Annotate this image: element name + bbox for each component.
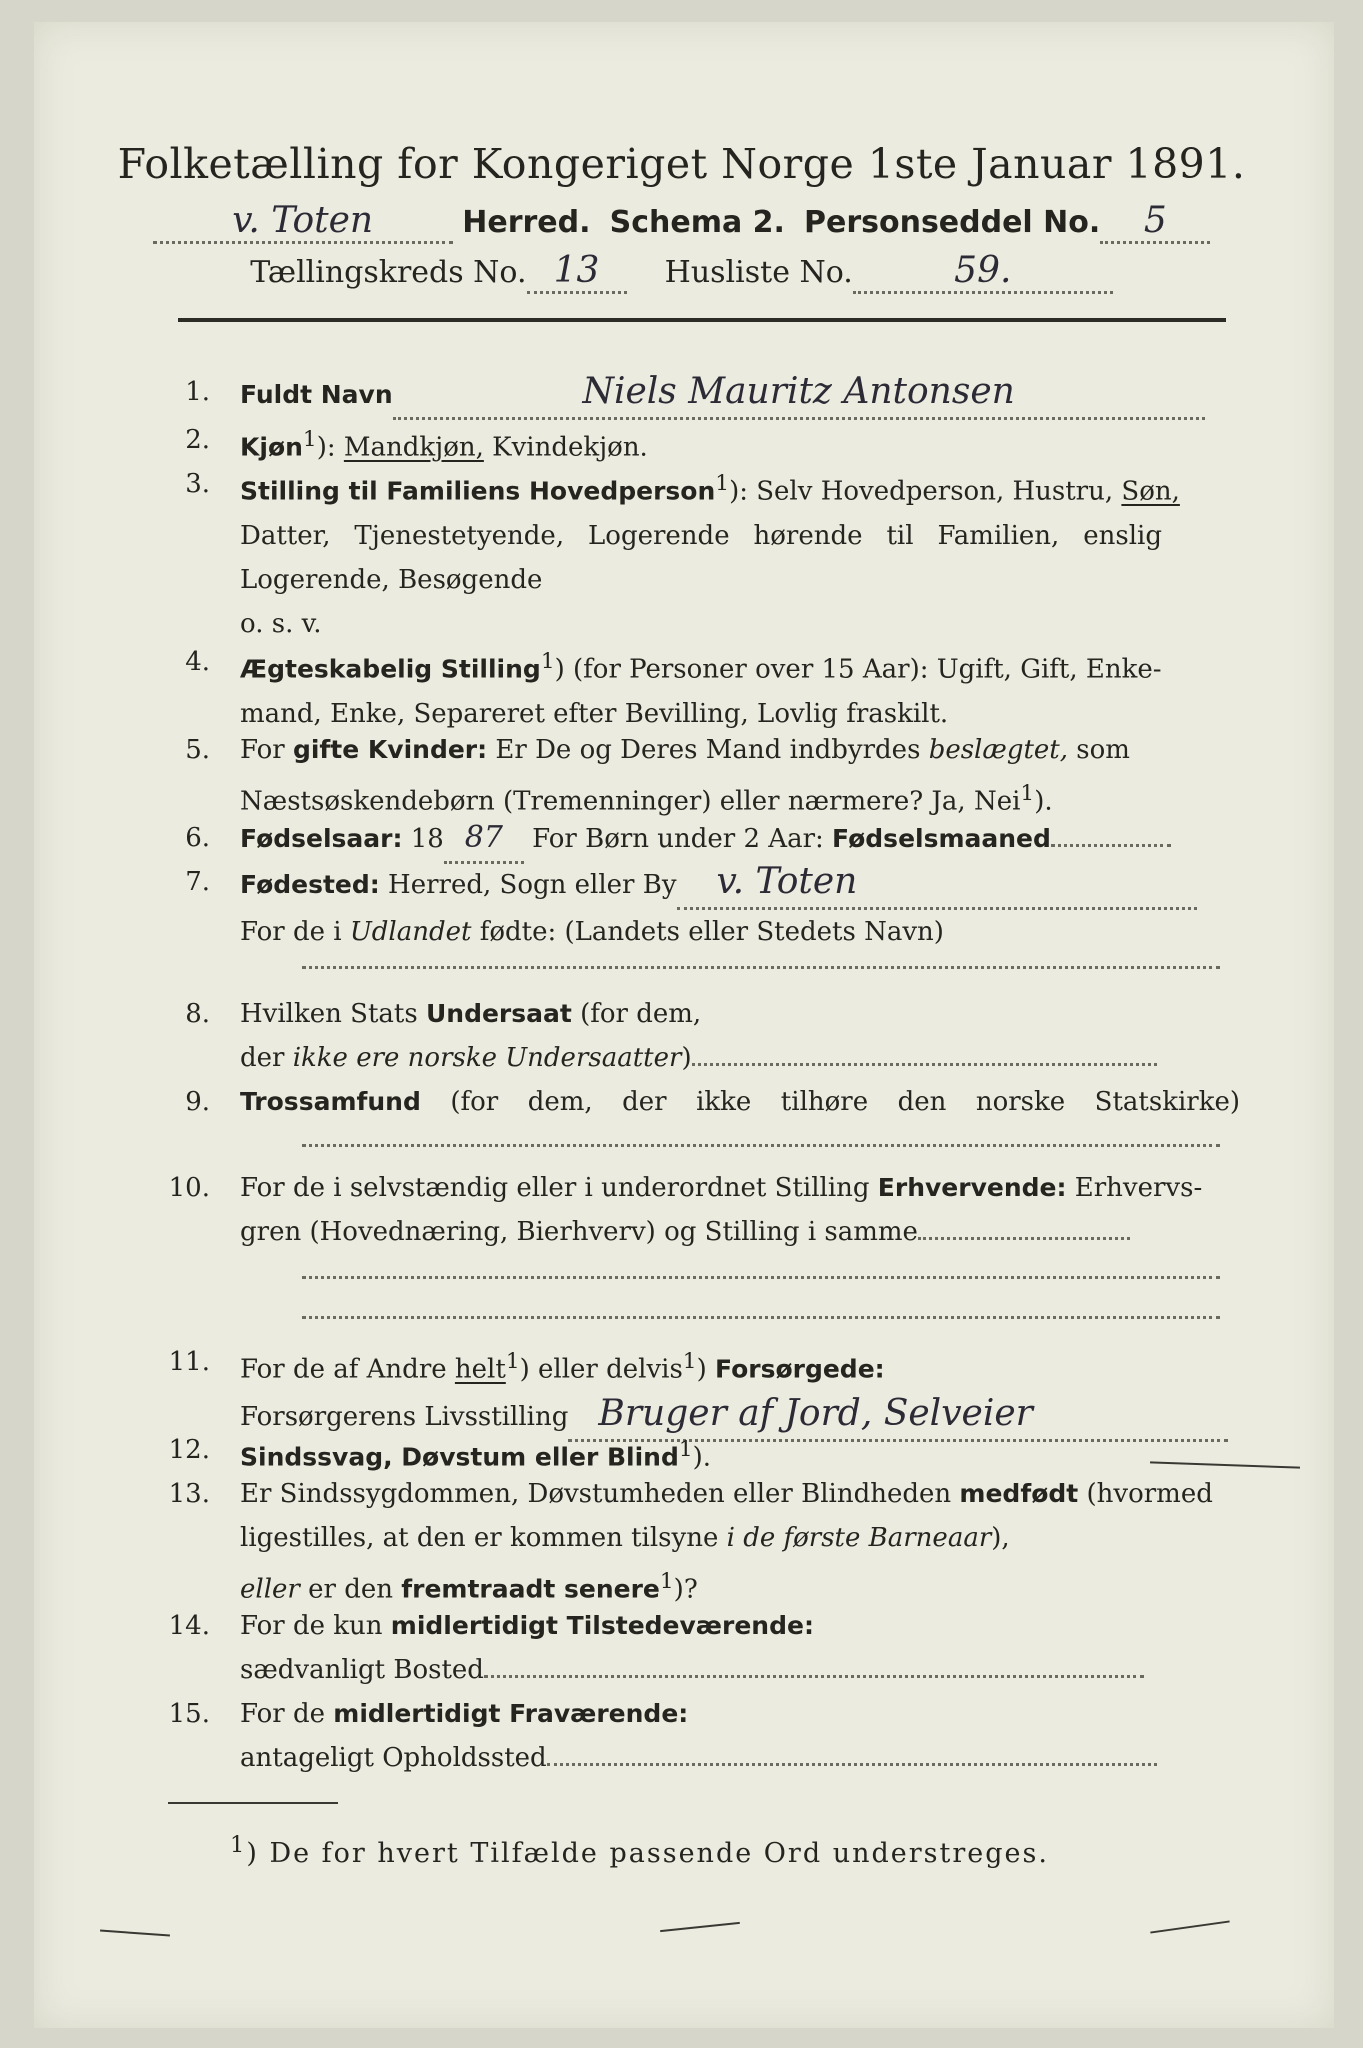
footnote-ref: 1 — [302, 427, 317, 452]
q3-options-line4: o. s. v. — [240, 608, 322, 639]
q4-options-line2: mand, Enke, Separeret efter Bevilling, Lovlig fraskilt. — [240, 698, 949, 729]
q11-text: For de af Andre — [240, 1354, 447, 1385]
question-5 — [140, 728, 1260, 824]
q13-line2-end: ), — [991, 1523, 1010, 1553]
footnote-ref: 1 — [505, 1349, 520, 1374]
q10-text-end: Erhvervs- — [1074, 1173, 1203, 1203]
husliste-value: 59. — [954, 250, 1012, 291]
footnote-ref: 1 — [1020, 781, 1035, 806]
occupation-field-line2[interactable] — [302, 1276, 1220, 1279]
usual-residence-field[interactable] — [484, 1649, 1144, 1678]
occupation-field[interactable] — [918, 1211, 1130, 1240]
q10-line2: gren (Hovednæring, Bierhverv) og Stilling i samme — [240, 1217, 918, 1247]
question-3 — [140, 462, 1260, 646]
birth-year-value: 87 — [464, 820, 503, 855]
q5-label: gifte Kvinder: — [292, 735, 488, 764]
birthplace-value: v. Toten — [716, 861, 858, 902]
q5-pre: For — [240, 735, 285, 765]
header-row-kreds — [0, 250, 1363, 294]
q11-line2: Forsørgerens Livsstilling — [240, 1401, 569, 1432]
occupation-field-line3[interactable] — [302, 1316, 1220, 1319]
footnote-marker: 1 — [230, 1832, 247, 1858]
q8-text: (for dem, — [580, 999, 702, 1029]
q11-option: ) eller delvis — [519, 1354, 683, 1385]
full-name-value: Niels Mauritz Antonsen — [582, 371, 1015, 412]
q13-text: Er Sindssygdommen, Døvstumheden eller Blindheden — [240, 1479, 952, 1509]
q6-label-month: Fødselsmaaned — [832, 824, 1051, 853]
question-number: 13. — [168, 1479, 210, 1509]
q3-options-line3: Logerende, Besøgende — [240, 564, 543, 595]
q9-label: Trossamfund — [240, 1087, 421, 1116]
q13-italic-or: eller — [240, 1574, 300, 1605]
relation-option-selected[interactable]: Søn, — [1121, 476, 1180, 507]
q5-text: Er De og Deres Mand indbyrdes — [495, 735, 921, 765]
q3-options: ): Selv Hovedperson, Hustru, — [729, 476, 1114, 507]
q5-italic: beslægtet, — [928, 735, 1069, 765]
kreds-value: 13 — [553, 250, 600, 291]
q13-end: )? — [673, 1574, 698, 1605]
question-13 — [140, 1472, 1260, 1612]
footnote-ref: 1 — [678, 1437, 693, 1462]
question-1 — [140, 370, 1260, 420]
question-11 — [140, 1340, 1260, 1442]
q7-italic: Udlandet — [349, 917, 472, 947]
q8-line2: der — [240, 1043, 285, 1073]
question-number: 6. — [185, 823, 210, 853]
birthplace-field[interactable] — [677, 860, 1197, 910]
personseddel-field[interactable] — [1100, 200, 1210, 244]
q14-label: midlertidigt Tilstedeværende: — [390, 1611, 814, 1640]
q5-end: ). — [1034, 786, 1053, 817]
question-6 — [140, 816, 1260, 864]
q4-label: Ægteskabelig Stilling — [240, 654, 541, 684]
q12-label: Sindssvag, Døvstum eller Blind — [240, 1442, 679, 1472]
question-8 — [140, 992, 1260, 1080]
question-number: 14. — [168, 1611, 210, 1641]
q7-text: Herred, Sogn eller By — [388, 870, 677, 900]
question-number: 9. — [185, 1087, 210, 1117]
husliste-label: Husliste No. — [664, 255, 853, 290]
q6-label: Fødselsaar: — [240, 824, 403, 853]
q7-line2: For de i — [240, 917, 342, 947]
q7-label: Fødested: — [240, 870, 380, 899]
question-15 — [140, 1692, 1260, 1780]
q15-pre: For de — [240, 1699, 325, 1729]
q14-pre: For de kun — [240, 1611, 383, 1641]
footnote-divider — [168, 1802, 338, 1804]
q3-options-line2: Datter, Tjenestetyende, Logerende hørende til Familien, enslig — [240, 520, 1162, 551]
q2-colon: ): — [316, 432, 336, 463]
q8-end: ) — [681, 1043, 692, 1073]
q15-line2: antageligt Opholdssted — [240, 1743, 547, 1773]
q11-label: Forsørgede: — [715, 1354, 885, 1384]
religion-field[interactable] — [302, 1144, 1220, 1147]
q10-text: For de i selvstændig eller i underordnet Stilling — [240, 1173, 870, 1203]
q4-options: ) (for Personer over 15 Aar): Ugift, Gift, Enke- — [554, 654, 1162, 685]
question-9 — [140, 1080, 1260, 1124]
q14-line2: sædvanligt Bosted — [240, 1655, 484, 1685]
schema-label: Schema 2. — [609, 205, 785, 240]
q5-text-end: som — [1076, 735, 1130, 765]
question-number: 15. — [168, 1699, 210, 1729]
question-number: 8. — [185, 999, 210, 1029]
husliste-field[interactable] — [853, 250, 1113, 294]
question-10 — [140, 1166, 1260, 1254]
q13-line3: er den — [308, 1574, 393, 1605]
question-7 — [140, 860, 1260, 954]
question-number: 11. — [168, 1347, 210, 1377]
q11-close: ) — [696, 1354, 707, 1385]
full-name-field[interactable] — [393, 370, 1205, 420]
footnote — [230, 1832, 1049, 1869]
form-title: Folketælling for Kongeriget Norge 1ste Januar 1891. — [117, 140, 1246, 188]
q10-label: Erhvervende: — [877, 1173, 1067, 1202]
herred-value: v. Toten — [232, 200, 374, 241]
question-4 — [140, 640, 1260, 736]
herred-label: Herred. — [462, 205, 591, 240]
provider-occupation-value: Bruger af Jord, Selveier — [598, 1392, 1033, 1434]
question-number: 4. — [185, 647, 210, 677]
support-option-selected[interactable]: helt — [454, 1354, 506, 1385]
q12-end: ). — [692, 1442, 712, 1473]
kreds-label: Tællingskreds No. — [250, 255, 527, 290]
q13-label-later: fremtraadt senere — [401, 1574, 660, 1604]
header-row-herred — [0, 200, 1363, 244]
sex-option-selected[interactable]: Mandkjøn, — [343, 432, 484, 463]
q13-label: medfødt — [959, 1479, 1079, 1508]
birth-year-field[interactable] — [444, 816, 524, 864]
q9-text: (for dem, der ikke tilhøre den norske Statskirke) — [450, 1087, 1240, 1117]
birth-month-field[interactable] — [1051, 818, 1171, 847]
whereabouts-field[interactable] — [547, 1737, 1157, 1766]
kreds-field[interactable] — [527, 250, 627, 294]
sex-option[interactable]: Kvindekjøn. — [492, 432, 648, 463]
footnote-ref: 1 — [540, 649, 555, 674]
footnote-ref: 1 — [715, 471, 730, 496]
q6-text: For Børn under 2 Aar: — [532, 824, 824, 854]
q7-line2-end: fødte: (Landets eller Stedets Navn) — [479, 917, 944, 947]
header-divider — [178, 318, 1226, 322]
q13-text-end: (hvormed — [1086, 1479, 1213, 1509]
question-number: 10. — [168, 1173, 210, 1203]
q13-italic: i de første Barneaar — [726, 1523, 992, 1553]
q15-label: midlertidigt Fraværende: — [333, 1699, 689, 1728]
personseddel-value: 5 — [1143, 200, 1167, 241]
question-14 — [140, 1604, 1260, 1692]
q1-label: Fuldt Navn — [240, 380, 393, 409]
herred-field[interactable] — [153, 200, 453, 244]
question-number: 12. — [168, 1435, 210, 1465]
q13-line2: ligestilles, at den er kommen tilsyne — [240, 1523, 719, 1553]
footnote-text: ) De for hvert Tilfælde passende Ord understreges. — [246, 1838, 1049, 1869]
question-number: 3. — [185, 469, 210, 499]
question-number: 2. — [185, 425, 210, 455]
abroad-birthplace-field[interactable] — [302, 966, 1220, 969]
personseddel-label: Personseddel No. — [803, 205, 1101, 240]
q3-label: Stilling til Familiens Hovedperson — [240, 476, 716, 506]
footnote-ref: 1 — [682, 1349, 697, 1374]
q8-italic: ikke ere norske Undersaatter — [292, 1043, 682, 1073]
question-number: 5. — [185, 735, 210, 765]
q2-label: Kjøn — [240, 432, 303, 462]
question-number: 7. — [185, 867, 210, 897]
question-number: 1. — [185, 377, 210, 407]
birth-year-prefix: 18 — [410, 824, 444, 854]
q8-pre: Hvilken Stats — [240, 999, 418, 1029]
citizenship-field[interactable] — [692, 1037, 1157, 1066]
q8-label: Undersaat — [425, 999, 572, 1028]
q5-question: Næstsøskendebørn (Tremenninger) eller nærmere? Ja, Nei — [240, 786, 1021, 817]
footnote-ref: 1 — [659, 1569, 674, 1594]
